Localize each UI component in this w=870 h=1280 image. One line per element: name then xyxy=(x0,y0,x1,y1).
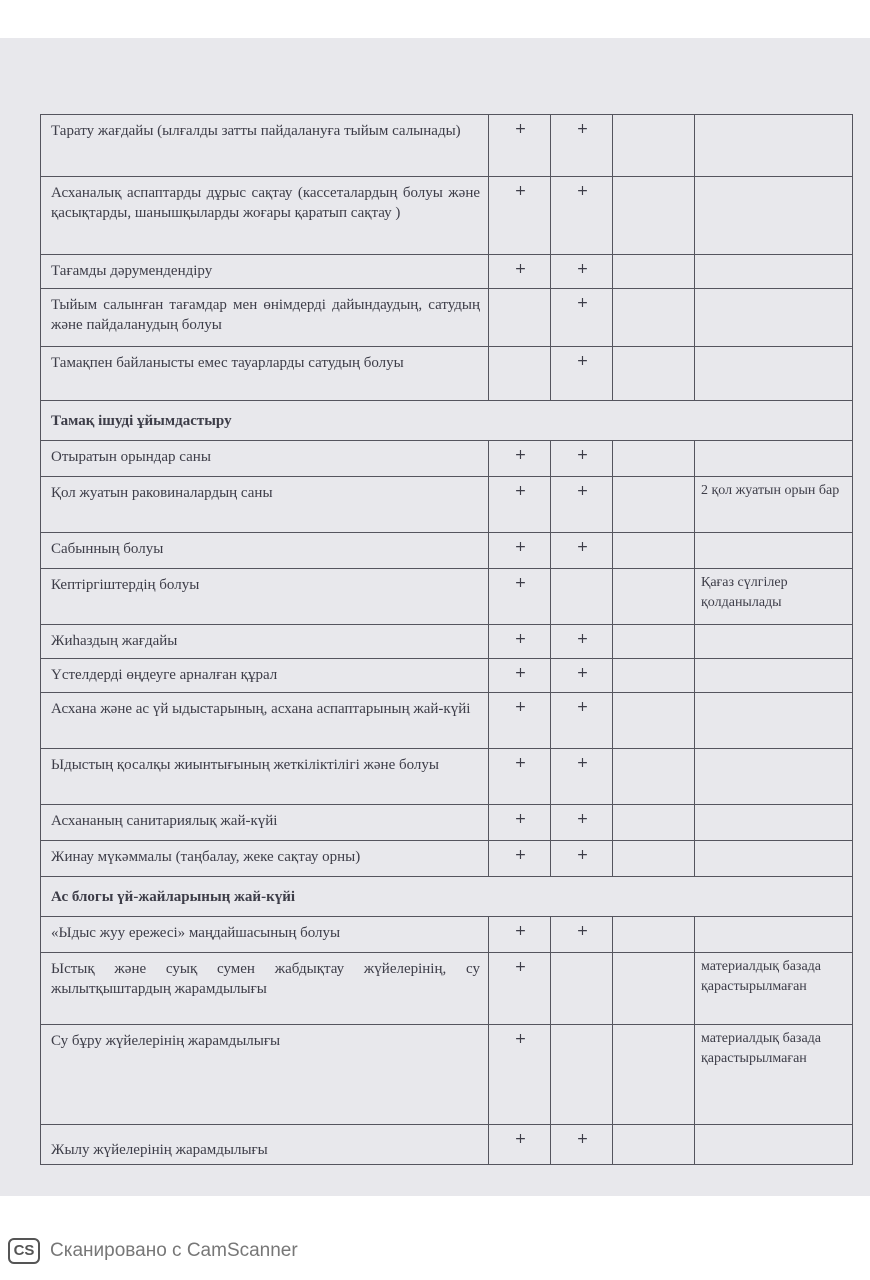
mark-cell-1: + xyxy=(489,625,551,659)
scanned-page xyxy=(0,38,870,1196)
table-row xyxy=(41,625,853,659)
mark-cell-1: + xyxy=(489,255,551,289)
mark-cell-1: + xyxy=(489,477,551,533)
camscanner-logo-icon: CS xyxy=(8,1238,40,1264)
note-cell xyxy=(695,289,853,347)
note-cell xyxy=(695,441,853,477)
mark-cell-1: + xyxy=(489,917,551,953)
mark-cell-3 xyxy=(613,347,695,401)
mark-cell-2: + xyxy=(551,477,613,533)
mark-cell-2: + xyxy=(551,693,613,749)
section-heading: Ас блогы үй-жайларының жай-күйі xyxy=(41,877,853,917)
table-row xyxy=(41,441,853,477)
mark-cell-1: + xyxy=(489,441,551,477)
inspection-table-wrap xyxy=(40,114,852,1165)
criterion-cell: Тарату жағдайы (ылғалды затты пайдалануға тыйым салынады) xyxy=(41,115,489,177)
note-cell: 2 қол жуатын орын бар xyxy=(695,477,853,533)
criterion-cell: Тыйым салынған тағамдар мен өнімдерді дайындаудың, сатудың және пайдаланудың болуы xyxy=(41,289,489,347)
note-cell xyxy=(695,749,853,805)
note-cell xyxy=(695,693,853,749)
mark-cell-1: + xyxy=(489,115,551,177)
mark-cell-3 xyxy=(613,477,695,533)
mark-cell-3 xyxy=(613,533,695,569)
note-cell xyxy=(695,347,853,401)
mark-cell-2 xyxy=(551,1025,613,1125)
mark-cell-3 xyxy=(613,569,695,625)
note-cell xyxy=(695,841,853,877)
table-row xyxy=(41,749,853,805)
mark-cell-3 xyxy=(613,805,695,841)
mark-cell-2: + xyxy=(551,533,613,569)
note-cell xyxy=(695,805,853,841)
table-row xyxy=(41,177,853,255)
note-cell xyxy=(695,917,853,953)
mark-cell-1 xyxy=(489,347,551,401)
table-row xyxy=(41,569,853,625)
mark-cell-2: + xyxy=(551,749,613,805)
mark-cell-3 xyxy=(613,115,695,177)
mark-cell-3 xyxy=(613,659,695,693)
criterion-cell: Асхананың санитариялық жай-күйі xyxy=(41,805,489,841)
note-cell xyxy=(695,1125,853,1165)
mark-cell-3 xyxy=(613,1125,695,1165)
criterion-cell: Тағамды дәрумендендіру xyxy=(41,255,489,289)
mark-cell-2: + xyxy=(551,841,613,877)
table-row xyxy=(41,953,853,1025)
mark-cell-2: + xyxy=(551,115,613,177)
mark-cell-2: + xyxy=(551,347,613,401)
note-cell xyxy=(695,659,853,693)
top-margin xyxy=(0,0,870,38)
criterion-cell: Жинау мүкәммалы (таңбалау, жеке сақтау орны) xyxy=(41,841,489,877)
criterion-cell: Кептіргіштердің болуы xyxy=(41,569,489,625)
mark-cell-1: + xyxy=(489,693,551,749)
section-heading: Тамақ ішуді ұйымдастыру xyxy=(41,401,853,441)
mark-cell-3 xyxy=(613,841,695,877)
table-row xyxy=(41,917,853,953)
table-row xyxy=(41,347,853,401)
mark-cell-1: + xyxy=(489,953,551,1025)
table-row xyxy=(41,805,853,841)
mark-cell-1: + xyxy=(489,1025,551,1125)
mark-cell-2 xyxy=(551,569,613,625)
note-cell xyxy=(695,625,853,659)
mark-cell-1: + xyxy=(489,749,551,805)
mark-cell-1 xyxy=(489,289,551,347)
mark-cell-2: + xyxy=(551,625,613,659)
criterion-cell: Ыстық және суық сумен жабдықтау жүйелерінің, су жылытқыштардың жарамдылығы xyxy=(41,953,489,1025)
note-cell xyxy=(695,255,853,289)
table-row xyxy=(41,841,853,877)
mark-cell-1: + xyxy=(489,177,551,255)
mark-cell-2: + xyxy=(551,917,613,953)
inspection-table xyxy=(40,114,853,1165)
criterion-cell: Асханалық аспаптарды дұрыс сақтау (кассеталардың болуы және қасықтарды, шанышқыларды жоғары қаратып сақтау ) xyxy=(41,177,489,255)
table-row xyxy=(41,115,853,177)
mark-cell-3 xyxy=(613,255,695,289)
table-row xyxy=(41,255,853,289)
mark-cell-3 xyxy=(613,625,695,659)
section-row xyxy=(41,401,853,441)
mark-cell-3 xyxy=(613,917,695,953)
mark-cell-1: + xyxy=(489,841,551,877)
criterion-cell: Жылу жүйелерінің жарамдылығы xyxy=(41,1125,489,1165)
mark-cell-2: + xyxy=(551,805,613,841)
criterion-cell: Ыдыстың қосалқы жиынтығының жеткіліктілігі және болуы xyxy=(41,749,489,805)
table-row xyxy=(41,659,853,693)
note-cell xyxy=(695,533,853,569)
mark-cell-2 xyxy=(551,953,613,1025)
criterion-cell: Үстелдерді өңдеуге арналған құрал xyxy=(41,659,489,693)
section-row xyxy=(41,877,853,917)
criterion-cell: Сабынның болуы xyxy=(41,533,489,569)
note-cell: материалдық базада қарастырылмаған xyxy=(695,1025,853,1125)
mark-cell-3 xyxy=(613,441,695,477)
mark-cell-1: + xyxy=(489,805,551,841)
table-row xyxy=(41,1125,853,1165)
table-row xyxy=(41,533,853,569)
mark-cell-3 xyxy=(613,749,695,805)
mark-cell-1: + xyxy=(489,569,551,625)
mark-cell-1: + xyxy=(489,1125,551,1165)
note-cell xyxy=(695,177,853,255)
mark-cell-2: + xyxy=(551,177,613,255)
note-cell: Қағаз сүлгілер қолданылады xyxy=(695,569,853,625)
note-cell: материалдық базада қарастырылмаған xyxy=(695,953,853,1025)
mark-cell-3 xyxy=(613,177,695,255)
mark-cell-3 xyxy=(613,953,695,1025)
criterion-cell: Қол жуатын раковиналардың саны xyxy=(41,477,489,533)
criterion-cell: Тамақпен байланысты емес тауарларды сатудың болуы xyxy=(41,347,489,401)
mark-cell-2: + xyxy=(551,289,613,347)
mark-cell-2: + xyxy=(551,659,613,693)
criterion-cell: Су бұру жүйелерінің жарамдылығы xyxy=(41,1025,489,1125)
mark-cell-2: + xyxy=(551,441,613,477)
mark-cell-2: + xyxy=(551,255,613,289)
camscanner-caption: Сканировано с CamScanner xyxy=(50,1240,298,1261)
mark-cell-2: + xyxy=(551,1125,613,1165)
mark-cell-1: + xyxy=(489,659,551,693)
table-row xyxy=(41,477,853,533)
mark-cell-3 xyxy=(613,289,695,347)
table-body xyxy=(41,115,853,1165)
scanner-footer xyxy=(0,1196,870,1280)
table-row xyxy=(41,289,853,347)
table-row xyxy=(41,1025,853,1125)
criterion-cell: Жиһаздың жағдайы xyxy=(41,625,489,659)
note-cell xyxy=(695,115,853,177)
criterion-cell: Отыратын орындар саны xyxy=(41,441,489,477)
mark-cell-3 xyxy=(613,1025,695,1125)
mark-cell-1: + xyxy=(489,533,551,569)
criterion-cell: Асхана және ас үй ыдыстарының, асхана аспаптарының жай-күйі xyxy=(41,693,489,749)
criterion-cell: «Ыдыс жуу ережесі» маңдайшасының болуы xyxy=(41,917,489,953)
mark-cell-3 xyxy=(613,693,695,749)
table-row xyxy=(41,693,853,749)
